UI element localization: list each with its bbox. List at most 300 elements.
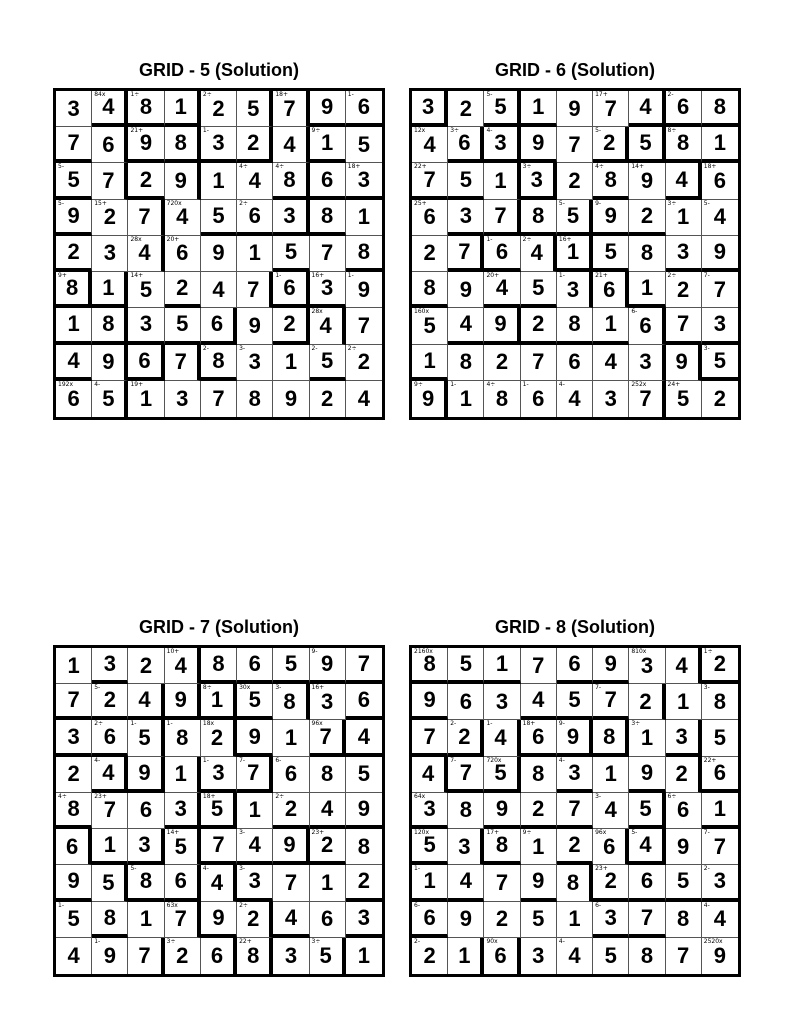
- grid-cell: [702, 720, 738, 756]
- grid-cell: [92, 648, 128, 684]
- cage-clue: 25+: [414, 199, 427, 207]
- cell-value: 2: [713, 385, 726, 411]
- puzzle-board: [409, 88, 741, 420]
- grid-cell: [702, 829, 738, 865]
- cell-value: 1: [458, 942, 471, 968]
- cage-clue: 18+: [202, 792, 216, 800]
- cell-value: 1: [102, 275, 115, 301]
- cage-clue: 3÷: [667, 199, 677, 207]
- grid-cell: [448, 829, 484, 865]
- grid-cell: [484, 381, 520, 417]
- grid-cell: [666, 684, 702, 720]
- cage-clue: 7-: [239, 756, 246, 764]
- grid-cell: [484, 200, 520, 236]
- cell-value: 3: [283, 202, 296, 228]
- grid-cell: [702, 308, 738, 344]
- cell-value: 4: [138, 687, 151, 713]
- cell-value: 4: [675, 166, 688, 192]
- grid-cell: [165, 648, 201, 684]
- grid-cell: [201, 308, 237, 344]
- cell-value: 5: [713, 725, 726, 751]
- grid-cell: [702, 345, 738, 381]
- cell-value: 4: [176, 204, 189, 230]
- cell-value: 9: [321, 94, 334, 120]
- cell-value: 8: [677, 130, 690, 156]
- grid-cell: [92, 829, 128, 865]
- cell-value: 6: [568, 349, 581, 375]
- grid-cell: [448, 308, 484, 344]
- cell-value: 2: [532, 795, 545, 821]
- grid-cell: [557, 127, 593, 163]
- cage-clue: 8÷: [202, 684, 212, 692]
- cage-clue: 4-: [558, 756, 565, 764]
- grid-cell: [666, 938, 702, 974]
- grid-cell: [92, 381, 128, 417]
- cage-clue: 5-: [130, 865, 137, 873]
- grid-cell: [56, 308, 92, 344]
- grid-cell: [412, 308, 448, 344]
- grid-cell: [557, 272, 593, 308]
- grid-cell: [484, 345, 520, 381]
- grid-cell: [448, 272, 484, 308]
- grid-cell: [629, 381, 665, 417]
- cell-value: 1: [103, 832, 116, 858]
- grid-cell: [310, 938, 346, 974]
- grid-cell: [448, 91, 484, 127]
- grid-cell: [92, 163, 128, 199]
- grid-cell: [629, 163, 665, 199]
- cell-value: 5: [210, 795, 224, 821]
- cage-clue: 3÷: [450, 127, 460, 135]
- cell-value: 1: [357, 942, 370, 968]
- grid-cell: [165, 272, 201, 308]
- cell-value: 7: [67, 687, 80, 713]
- cage-clue: 2-: [202, 344, 209, 352]
- cell-value: 9: [248, 723, 261, 749]
- grid-cell: [310, 793, 346, 829]
- cell-value: 3: [67, 723, 80, 749]
- cage-clue: 9+: [58, 272, 67, 280]
- grid-cell: [666, 648, 702, 684]
- grid-cell: [310, 902, 346, 938]
- cell-value: 6: [174, 868, 187, 894]
- cage-clue: 84x: [94, 91, 106, 98]
- cell-value: 4: [102, 759, 115, 785]
- cage-clue: 5-: [595, 127, 602, 135]
- cell-value: 1: [139, 385, 153, 411]
- grid-cell: [484, 793, 520, 829]
- cage-clue: 96x: [311, 720, 323, 728]
- grid-cell: [702, 163, 738, 199]
- cage-clue: 5-: [58, 199, 64, 207]
- cell-value: 1: [67, 311, 80, 337]
- grid-cell: [593, 720, 629, 756]
- grid-cell: [412, 902, 448, 938]
- grid-cell: [629, 91, 665, 127]
- cage-clue: 1-: [202, 756, 209, 764]
- grid-cell: [273, 200, 309, 236]
- cell-value: 5: [247, 95, 260, 121]
- grid-cell: [92, 345, 128, 381]
- cell-value: 1: [284, 725, 298, 751]
- cage-clue: 17+: [486, 829, 500, 837]
- cell-value: 2: [283, 311, 296, 337]
- grid-cell: [593, 865, 629, 901]
- grid-cell: [702, 757, 738, 793]
- puzzle-title: GRID - 5 (Solution): [139, 60, 299, 80]
- grid-cell: [702, 272, 738, 308]
- grid-cell: [629, 127, 665, 163]
- cell-value: 1: [357, 204, 370, 230]
- grid-cell: [412, 648, 448, 684]
- grid-cell: [237, 91, 273, 127]
- grid-cell: [310, 200, 346, 236]
- grid-cell: [310, 236, 346, 272]
- cage-clue: 5-: [631, 829, 638, 837]
- grid-cell: [702, 200, 738, 236]
- grid-cell: [201, 902, 237, 938]
- grid-cell: [593, 938, 629, 974]
- grid-cell: [128, 684, 164, 720]
- cell-value: 5: [677, 868, 690, 894]
- cell-value: 8: [357, 833, 370, 859]
- grid-cell: [484, 127, 520, 163]
- cage-clue: 4÷: [275, 163, 285, 171]
- cage-clue: 30x: [239, 684, 251, 692]
- cell-value: 2: [321, 832, 334, 858]
- cell-value: 9: [713, 942, 726, 968]
- grid-cell: [346, 720, 382, 756]
- grid-cell: [484, 938, 520, 974]
- cell-value: 7: [677, 942, 690, 968]
- cell-value: 5: [566, 202, 580, 228]
- grid-cell: [237, 272, 273, 308]
- cell-value: 2: [495, 349, 509, 375]
- cell-value: 4: [713, 204, 726, 230]
- cage-clue: 2÷: [275, 792, 285, 800]
- cage-clue: 4-: [202, 865, 209, 873]
- cage-clue: 6-: [595, 901, 602, 909]
- grid-cell: [593, 381, 629, 417]
- cell-value: 4: [639, 832, 652, 858]
- grid-cell: [128, 308, 164, 344]
- cell-value: 4: [283, 131, 296, 157]
- cage-clue: 2÷: [239, 199, 248, 207]
- cage-clue: 2-: [667, 91, 674, 98]
- cell-value: 3: [174, 795, 187, 821]
- grid-cell: [273, 684, 309, 720]
- cell-value: 3: [138, 832, 151, 858]
- cage-clue: 18x: [202, 720, 215, 728]
- cell-value: 9: [139, 130, 153, 156]
- cage-clue: 1-: [130, 720, 137, 728]
- cell-value: 7: [532, 652, 545, 678]
- grid-cell: [128, 381, 164, 417]
- cell-value: 2: [568, 168, 581, 194]
- grid-cell: [666, 720, 702, 756]
- cell-value: 1: [174, 761, 187, 787]
- cell-value: 1: [677, 204, 690, 230]
- grid-cell: [128, 793, 164, 829]
- grid-cell: [237, 829, 273, 865]
- cell-value: 8: [568, 311, 581, 337]
- cell-value: 6: [65, 833, 79, 859]
- grid-cell: [92, 684, 128, 720]
- cage-clue: 1-: [166, 720, 173, 728]
- grid-cell: [273, 720, 309, 756]
- cell-value: 2: [247, 906, 260, 932]
- grid-cell: [593, 127, 629, 163]
- grid-cell: [593, 272, 629, 308]
- cell-value: 6: [603, 833, 616, 859]
- cell-value: 1: [713, 795, 726, 821]
- cell-value: 8: [604, 166, 617, 192]
- cell-value: 1: [248, 240, 261, 266]
- cell-value: 8: [102, 311, 115, 337]
- grid-cell: [412, 272, 448, 308]
- cell-value: 9: [604, 202, 617, 228]
- cell-value: 9: [357, 276, 370, 302]
- cell-value: 6: [713, 759, 726, 785]
- cell-value: 6: [423, 904, 436, 930]
- grid-cell: [666, 308, 702, 344]
- cell-value: 8: [603, 723, 616, 749]
- grid-cell: [273, 865, 309, 901]
- grid-cell: [273, 648, 309, 684]
- cage-clue: 16+: [311, 272, 325, 280]
- grid-cell: [448, 865, 484, 901]
- grid-cell: [593, 200, 629, 236]
- cell-value: 9: [532, 868, 545, 894]
- grid-cell: [56, 648, 92, 684]
- grid-cell: [165, 938, 201, 974]
- cage-clue: 7-: [703, 272, 710, 280]
- cell-value: 7: [138, 942, 151, 968]
- grid-cell: [412, 127, 448, 163]
- grid-cell: [593, 902, 629, 938]
- cell-value: 1: [284, 349, 298, 375]
- grid-cell: [448, 720, 484, 756]
- grid-cell: [128, 865, 164, 901]
- cage-clue: 4÷: [58, 792, 67, 800]
- cage-clue: 7-: [703, 829, 710, 837]
- grid-cell: [128, 272, 164, 308]
- cell-value: 1: [459, 385, 472, 411]
- grid-cell: [56, 684, 92, 720]
- cell-value: 5: [357, 131, 370, 157]
- cage-clue: 17+: [595, 91, 608, 98]
- cell-value: 4: [604, 349, 617, 375]
- cell-value: 1: [604, 761, 617, 787]
- grid-cell: [666, 236, 702, 272]
- grid-cell: [128, 648, 164, 684]
- cell-value: 3: [604, 385, 617, 411]
- cell-value: 7: [357, 651, 370, 677]
- cell-value: 1: [321, 130, 334, 156]
- cage-clue: 4-: [94, 756, 101, 764]
- cell-value: 6: [357, 687, 370, 713]
- cell-value: 5: [677, 385, 690, 411]
- grid-cell: [346, 308, 382, 344]
- cell-value: 4: [568, 385, 581, 411]
- cell-value: 3: [284, 942, 298, 968]
- grid-cell: [521, 200, 557, 236]
- grid-cell: [448, 200, 484, 236]
- cell-value: 2: [423, 240, 436, 266]
- grid-cell: [273, 757, 309, 793]
- grid-cell: [629, 938, 665, 974]
- cage-clue: 9-: [311, 648, 318, 655]
- cage-clue: 4-: [558, 380, 565, 388]
- cell-value: 6: [677, 94, 690, 120]
- cell-value: 5: [248, 687, 261, 713]
- grid-cell: [593, 345, 629, 381]
- cage-clue: 810x: [631, 648, 647, 655]
- cell-value: 5: [357, 761, 370, 787]
- puzzle-board: [53, 88, 385, 420]
- grid-cell: [165, 163, 201, 199]
- cell-value: 4: [568, 942, 581, 968]
- grid-cell: [521, 902, 557, 938]
- cell-value: 3: [421, 94, 435, 120]
- grid-cell: [92, 902, 128, 938]
- cell-value: 6: [640, 868, 654, 894]
- cell-value: 2: [423, 942, 436, 968]
- grid-cell: [593, 793, 629, 829]
- cell-value: 7: [568, 131, 581, 157]
- grid-cell: [165, 793, 201, 829]
- grid-cell: [237, 648, 273, 684]
- cell-value: 2: [532, 311, 545, 337]
- grid-cell: [237, 200, 273, 236]
- grid-cell: [557, 757, 593, 793]
- grid-cell: [484, 91, 520, 127]
- grid-cell: [521, 793, 557, 829]
- cell-value: 7: [284, 869, 298, 895]
- grid-cell: [629, 272, 665, 308]
- grid-cell: [346, 938, 382, 974]
- grid-cell: [92, 938, 128, 974]
- grid-cell: [702, 938, 738, 974]
- cell-value: 9: [174, 168, 187, 194]
- cell-value: 9: [494, 311, 507, 337]
- grid-cell: [412, 829, 448, 865]
- grid-cell: [521, 127, 557, 163]
- cell-value: 9: [495, 795, 509, 821]
- cell-value: 5: [102, 385, 115, 411]
- cell-value: 2: [212, 95, 225, 121]
- cage-clue: 3-: [595, 792, 602, 800]
- cell-value: 5: [604, 238, 617, 264]
- cage-clue: 1-: [486, 235, 493, 243]
- cage-clue: 24+: [667, 380, 681, 388]
- puzzle-title: GRID - 6 (Solution): [495, 60, 655, 80]
- cage-clue: 4÷: [595, 163, 604, 171]
- cell-value: 4: [639, 94, 652, 120]
- cell-value: 5: [176, 311, 189, 337]
- grid-cell: [448, 902, 484, 938]
- grid-cell: [310, 829, 346, 865]
- cell-value: 3: [423, 795, 436, 821]
- cell-value: 3: [639, 349, 652, 375]
- grid-cell: [448, 127, 484, 163]
- cell-value: 5: [102, 869, 115, 895]
- cell-value: 5: [568, 687, 581, 713]
- grid-cell: [666, 381, 702, 417]
- cell-value: 4: [102, 94, 115, 120]
- cell-value: 2: [639, 688, 652, 714]
- grid-cell: [201, 829, 237, 865]
- cell-value: 9: [283, 832, 296, 858]
- grid-cell: [201, 345, 237, 381]
- cell-value: 7: [138, 204, 151, 230]
- cage-clue: 1-: [202, 127, 209, 135]
- cell-value: 4: [421, 761, 435, 787]
- cell-value: 3: [212, 759, 225, 785]
- grid-cell: [92, 236, 128, 272]
- cage-clue: 1-: [94, 937, 101, 945]
- grid-cell: [237, 720, 273, 756]
- grid-cell: [310, 272, 346, 308]
- grid-cell: [128, 127, 164, 163]
- cage-clue: 22+: [239, 937, 252, 945]
- cage-clue: 14+: [631, 163, 644, 171]
- grid-cell: [92, 720, 128, 756]
- cage-clue: 18+: [703, 163, 717, 171]
- grid-cell: [165, 829, 201, 865]
- cell-value: 9: [713, 238, 726, 264]
- grid-cell: [629, 829, 665, 865]
- cell-value: 6: [176, 240, 189, 266]
- grid-cell: [128, 200, 164, 236]
- cage-clue: 3÷: [166, 937, 176, 945]
- cell-value: 8: [459, 797, 472, 823]
- grid-cell: [165, 345, 201, 381]
- cell-value: 7: [458, 238, 471, 264]
- grid-cell: [56, 127, 92, 163]
- cell-value: 5: [284, 238, 298, 264]
- grid-cell: [310, 91, 346, 127]
- cell-value: 8: [713, 94, 726, 120]
- cell-value: 6: [139, 797, 153, 823]
- cell-value: 5: [639, 130, 652, 156]
- cage-clue: 10+: [166, 648, 180, 655]
- grid-cell: [310, 308, 346, 344]
- grid-cell: [702, 684, 738, 720]
- cell-value: 8: [247, 942, 260, 968]
- grid-cell: [310, 163, 346, 199]
- cell-value: 8: [640, 942, 654, 968]
- grid-cell: [702, 127, 738, 163]
- grid-cell: [237, 865, 273, 901]
- grid-cell: [521, 91, 557, 127]
- cage-clue: 5-: [58, 163, 64, 171]
- cell-value: 8: [459, 349, 472, 375]
- grid-cell: [412, 345, 448, 381]
- cell-value: 4: [319, 312, 332, 338]
- grid-cell: [201, 938, 237, 974]
- cell-value: 2: [321, 385, 334, 411]
- grid-cell: [92, 200, 128, 236]
- cell-value: 1: [174, 94, 187, 120]
- cell-value: 9: [67, 868, 80, 894]
- cell-value: 9: [459, 906, 472, 932]
- cell-value: 4: [357, 723, 370, 749]
- grid-cell: [557, 200, 593, 236]
- grid-cell: [593, 648, 629, 684]
- cell-value: 6: [102, 131, 115, 157]
- cell-value: 5: [212, 202, 225, 228]
